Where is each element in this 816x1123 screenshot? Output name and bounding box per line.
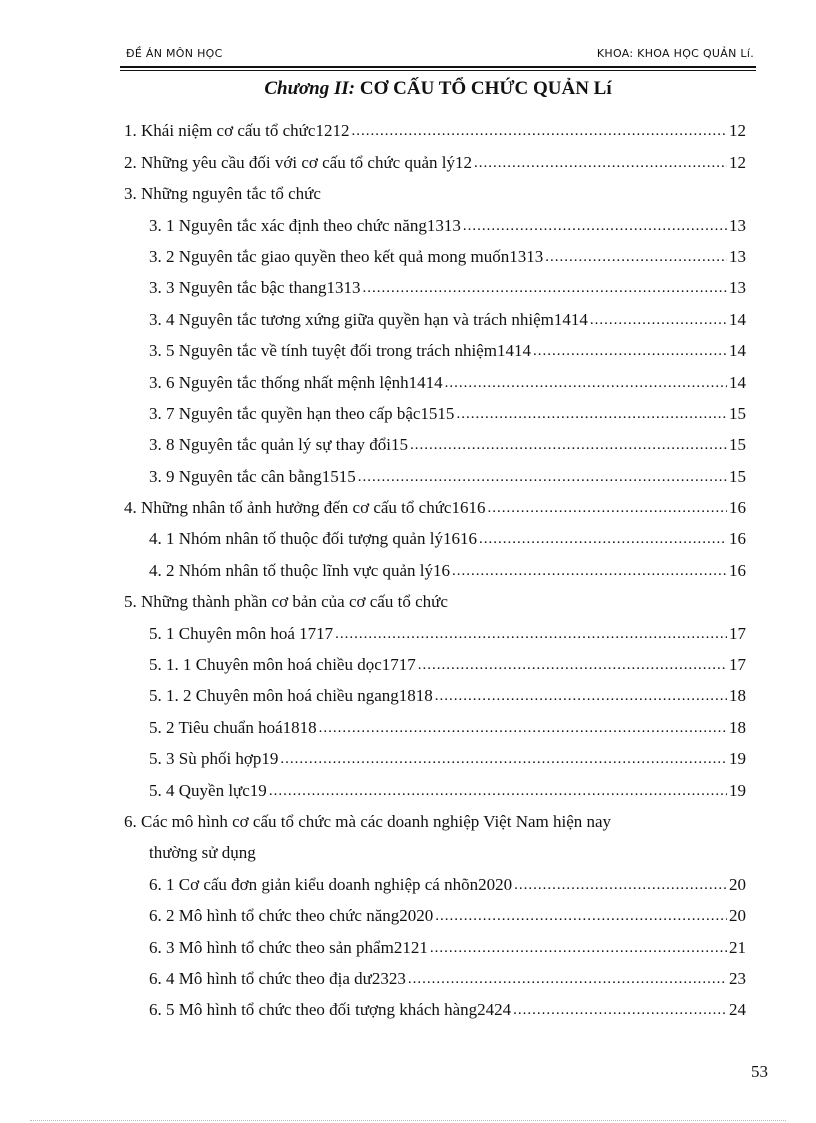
toc-dot-leader <box>590 310 727 330</box>
toc-entry <box>120 487 746 518</box>
toc-dot-leader <box>280 749 727 769</box>
toc-entry-text: 6. 3 Mô hình tổ chức theo sản phẩm2121 <box>149 937 428 957</box>
toc-entry <box>120 110 746 141</box>
chapter-name: CƠ CẤU TỔ CHỨC QUẢN Lí <box>359 78 612 99</box>
toc-entry <box>120 863 746 894</box>
toc-entry-text: 3. 4 Nguyên tắc tương xứng giữa quyền hạn và trách nhiệm1414 <box>149 309 588 329</box>
toc-entry-page: 20 <box>729 906 746 926</box>
toc-entry-text: 6. 1 Cơ cấu đơn giản kiểu doanh nghiệp cá nhõn2020 <box>149 874 513 894</box>
toc-entry-text: 5. 1. 2 Chuyên môn hoá chiều ngang1818 <box>149 686 433 706</box>
toc-entry-page: 14 <box>729 341 746 361</box>
page-header <box>120 42 756 64</box>
toc-entry <box>120 581 746 612</box>
toc-entry-text: 5. 4 Quyền lực19 <box>149 780 267 800</box>
toc-entry-text: 3. 2 Nguyên tắc giao quyền theo kết quả mong muốn1313 <box>149 246 544 266</box>
toc-entry <box>120 926 746 957</box>
toc-entry-text: 6. 2 Mô hình tổ chức theo chức năng2020 <box>149 906 434 926</box>
toc-dot-leader <box>479 529 727 549</box>
toc-dot-leader <box>533 341 727 361</box>
toc-entry <box>120 675 746 706</box>
toc-entry-text: 3. 3 Nguyên tắc bậc thang1313 <box>149 278 361 298</box>
toc-dot-leader <box>445 373 727 393</box>
toc-dot-leader <box>452 561 727 581</box>
toc-entry-page: 13 <box>729 278 746 298</box>
toc-dot-leader <box>351 121 727 141</box>
toc-dot-leader <box>474 153 727 173</box>
toc-entry-text: 5. Những thành phần cơ bản của cơ cấu tổ chức <box>124 592 448 612</box>
toc-entry-text: 3. 7 Nguyên tắc quyền hạn theo cấp bậc1515 <box>149 403 455 423</box>
toc-dot-leader <box>430 938 727 958</box>
toc-entry-page: 15 <box>729 435 746 455</box>
toc-entry-page: 17 <box>729 623 746 643</box>
toc-entry-page: 16 <box>729 560 746 580</box>
toc-entry <box>120 361 746 392</box>
toc-entry-page: 19 <box>729 780 746 800</box>
toc-entry-text: 6. 4 Mô hình tổ chức theo địa dư2323 <box>149 968 406 988</box>
toc-dot-leader <box>513 1000 727 1020</box>
toc-entry-page: 24 <box>729 1000 746 1020</box>
toc-entry <box>120 141 746 172</box>
toc-entry-text: 5. 3 Sù phối hợp19 <box>149 749 279 769</box>
toc-entry <box>120 769 746 800</box>
chapter-title <box>120 78 756 100</box>
toc-entry-text: 3. Những nguyên tắc tổ chức <box>124 184 321 204</box>
toc-entry-text: 4. 2 Nhóm nhân tố thuộc lĩnh vực quản lý16 <box>149 560 451 580</box>
toc-entry-text: thường sử dụng <box>149 843 256 863</box>
table-of-contents <box>120 110 746 1020</box>
toc-entry <box>120 424 746 455</box>
toc-entry-page: 16 <box>729 529 746 549</box>
toc-dot-leader <box>487 498 727 518</box>
toc-entry-page: 19 <box>729 749 746 769</box>
toc-entry <box>120 706 746 737</box>
toc-entry-text: 5. 1. 1 Chuyên môn hoá chiều dọc1717 <box>149 655 416 675</box>
toc-dot-leader <box>418 655 727 675</box>
toc-entry-text: 2. Những yêu cầu đối với cơ cấu tổ chức quản lý12 <box>124 152 472 172</box>
toc-entry <box>120 549 746 580</box>
toc-entry-text: 3. 5 Nguyên tắc về tính tuyệt đối trong trách nhiệm1414 <box>149 341 531 361</box>
toc-entry <box>120 455 746 486</box>
toc-entry-text: 5. 2 Tiêu chuẩn hoá1818 <box>149 717 317 737</box>
toc-entry <box>120 644 746 675</box>
toc-entry <box>120 612 746 643</box>
toc-dot-leader <box>319 718 727 738</box>
header-faculty-label: KHOA: KHOA HỌC QUẢN Lí. <box>596 47 754 60</box>
toc-entry <box>120 393 746 424</box>
toc-entry <box>120 298 746 329</box>
toc-entry-text: 6. 5 Mô hình tổ chức theo đối tượng khách hàng2424 <box>149 1000 512 1020</box>
header-course-label: ĐỀ ÁN MÔN HỌC <box>126 47 223 60</box>
toc-entry <box>120 895 746 926</box>
toc-entry <box>120 958 746 989</box>
toc-entry-page: 21 <box>729 937 746 957</box>
toc-dot-leader <box>408 969 727 989</box>
toc-entry-page: 15 <box>729 466 746 486</box>
toc-dot-leader <box>463 216 727 236</box>
toc-entry-text: 4. 1 Nhóm nhân tố thuộc đối tượng quản lý1616 <box>149 529 477 549</box>
toc-entry-text: 5. 1 Chuyên môn hoá 1717 <box>149 623 334 643</box>
toc-entry-text: 1. Khái niệm cơ cấu tổ chức1212 <box>124 121 350 141</box>
toc-entry <box>120 267 746 298</box>
toc-entry <box>120 989 746 1020</box>
chapter-label: Chương II: <box>264 78 356 99</box>
toc-entry <box>120 330 746 361</box>
toc-entry-page: 13 <box>729 246 746 266</box>
toc-entry <box>120 832 746 863</box>
toc-entry <box>120 738 746 769</box>
toc-entry <box>120 518 746 549</box>
toc-dot-leader <box>335 624 727 644</box>
toc-dot-leader <box>435 906 727 926</box>
toc-entry-page: 16 <box>729 498 746 518</box>
toc-entry-text: 4. Những nhân tố ảnh hưởng đến cơ cấu tổ chức1616 <box>124 498 486 518</box>
toc-entry-page: 20 <box>729 874 746 894</box>
page-bottom-border <box>30 1120 786 1121</box>
page-number: 53 <box>751 1062 768 1081</box>
toc-entry-text: 3. 9 Nguyên tắc cân bằng1515 <box>149 466 356 486</box>
toc-entry-page: 14 <box>729 372 746 392</box>
toc-dot-leader <box>514 875 727 895</box>
toc-dot-leader <box>456 404 727 424</box>
toc-entry <box>120 801 746 832</box>
toc-entry-text: 3. 1 Nguyên tắc xác định theo chức năng1313 <box>149 215 461 235</box>
toc-entry-text: 3. 8 Nguyên tắc quản lý sự thay đổi15 <box>149 435 408 455</box>
toc-entry-page: 17 <box>729 655 746 675</box>
toc-entry-page: 18 <box>729 686 746 706</box>
toc-entry-text: 6. Các mô hình cơ cấu tổ chức mà các doanh nghiệp Việt Nam hiện nay <box>124 811 612 831</box>
toc-dot-leader <box>435 686 727 706</box>
toc-entry-page: 14 <box>729 309 746 329</box>
header-rule-thin <box>120 70 756 71</box>
toc-dot-leader <box>545 247 727 267</box>
toc-dot-leader <box>363 278 728 298</box>
toc-entry-page: 12 <box>729 152 746 172</box>
toc-dot-leader <box>410 435 727 455</box>
toc-entry <box>120 236 746 267</box>
header-rule-thick <box>120 66 756 68</box>
toc-dot-leader <box>269 781 727 801</box>
toc-entry-page: 13 <box>729 215 746 235</box>
toc-entry-page: 12 <box>729 121 746 141</box>
toc-entry-page: 23 <box>729 968 746 988</box>
toc-entry <box>120 173 746 204</box>
toc-entry-text: 3. 6 Nguyên tắc thống nhất mệnh lệnh1414 <box>149 372 443 392</box>
toc-entry-page: 15 <box>729 403 746 423</box>
toc-dot-leader <box>358 467 727 487</box>
toc-entry <box>120 204 746 235</box>
toc-entry-page: 18 <box>729 717 746 737</box>
